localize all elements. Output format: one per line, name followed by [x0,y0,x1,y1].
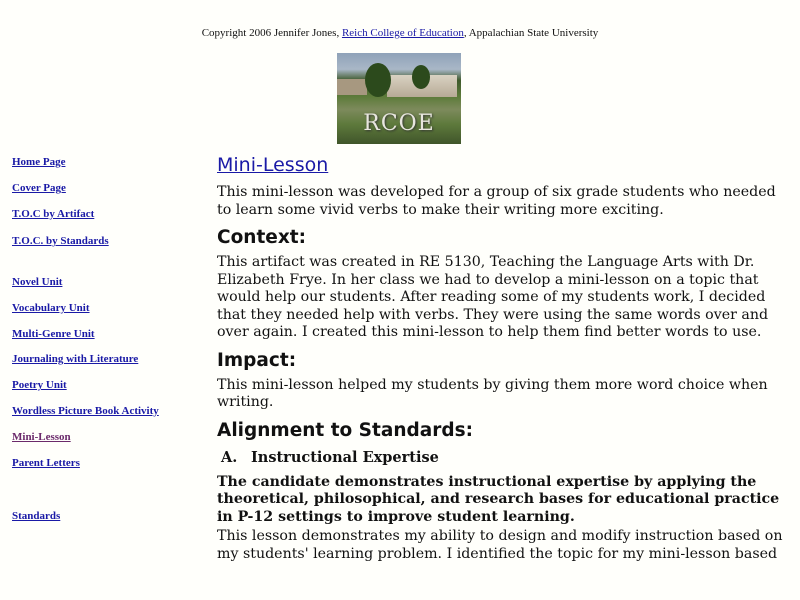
standard-title: Instructional Expertise [251,448,439,466]
nav-vocabulary-unit[interactable]: Vocabulary Unit [12,302,90,314]
impact-text: This mini-lesson helped my students by giving them more word choice when writing. [217,376,768,410]
intro-text: This mini-lesson was developed for a group of six grade students who needed to learn some vivid verbs to make their writing more exciting. [217,184,776,218]
nav-cover-page[interactable]: Cover Page [12,182,66,194]
main-content [217,154,792,569]
nav-multi-genre-unit[interactable]: Multi-Genre Unit [12,328,95,340]
reich-college-link[interactable]: Reich College of Education [341,27,464,39]
alignment-heading: Alignment to Standards: [217,419,474,441]
nav-home-page[interactable]: Home Page [12,156,66,168]
nav-journaling-literature[interactable]: Journaling with Literature [12,353,139,365]
context-text: This artifact was created in RE 5130, Teaching the Language Arts with Dr. Elizabeth Frye. In her class we had to develop a mini-lesson on a topic that would help our students. After reading some of my students work, I decided that they needed help with verbs. They were using the same words over and over again. I created this mini-lesson to help them find better words to use. [217,254,769,340]
nav-parent-letters[interactable]: Parent Letters [12,457,80,469]
copyright-suffix: , Appalachian State University [463,27,599,39]
impact-heading: Impact: [217,349,297,371]
rcoe-campus-photo [337,53,461,144]
standard-statement: The candidate demonstrates instructional expertise by applying the theoretical, philosophical, and research bases for educational practice in P-12 settings to improve student learning. [217,473,780,525]
nav-toc-artifact[interactable]: T.O.C by Artifact [12,208,95,220]
copyright-line [0,27,800,39]
page-title-link[interactable]: Mini-Lesson [217,154,329,176]
standard-text: This lesson demonstrates my ability to design and modify instruction based on my students' learning problem. I identified the topic for my mini-lesson based [217,528,783,562]
nav-wordless-picture-book[interactable]: Wordless Picture Book Activity [12,405,159,417]
context-heading: Context: [217,227,307,248]
standard-heading [221,449,792,466]
copyright-prefix: Copyright 2006 Jennifer Jones, [201,27,342,39]
nav-toc-standards[interactable]: T.O.C. by Standards [12,235,109,247]
nav-poetry-unit[interactable]: Poetry Unit [12,379,67,391]
standard-letter: A. [221,448,238,466]
nav-mini-lesson[interactable]: Mini-Lesson [12,431,71,443]
nav-standards[interactable]: Standards [12,510,61,522]
rcoe-logo-text: RCOE [363,111,435,136]
nav-novel-unit[interactable]: Novel Unit [12,276,63,288]
page-title [217,154,792,176]
